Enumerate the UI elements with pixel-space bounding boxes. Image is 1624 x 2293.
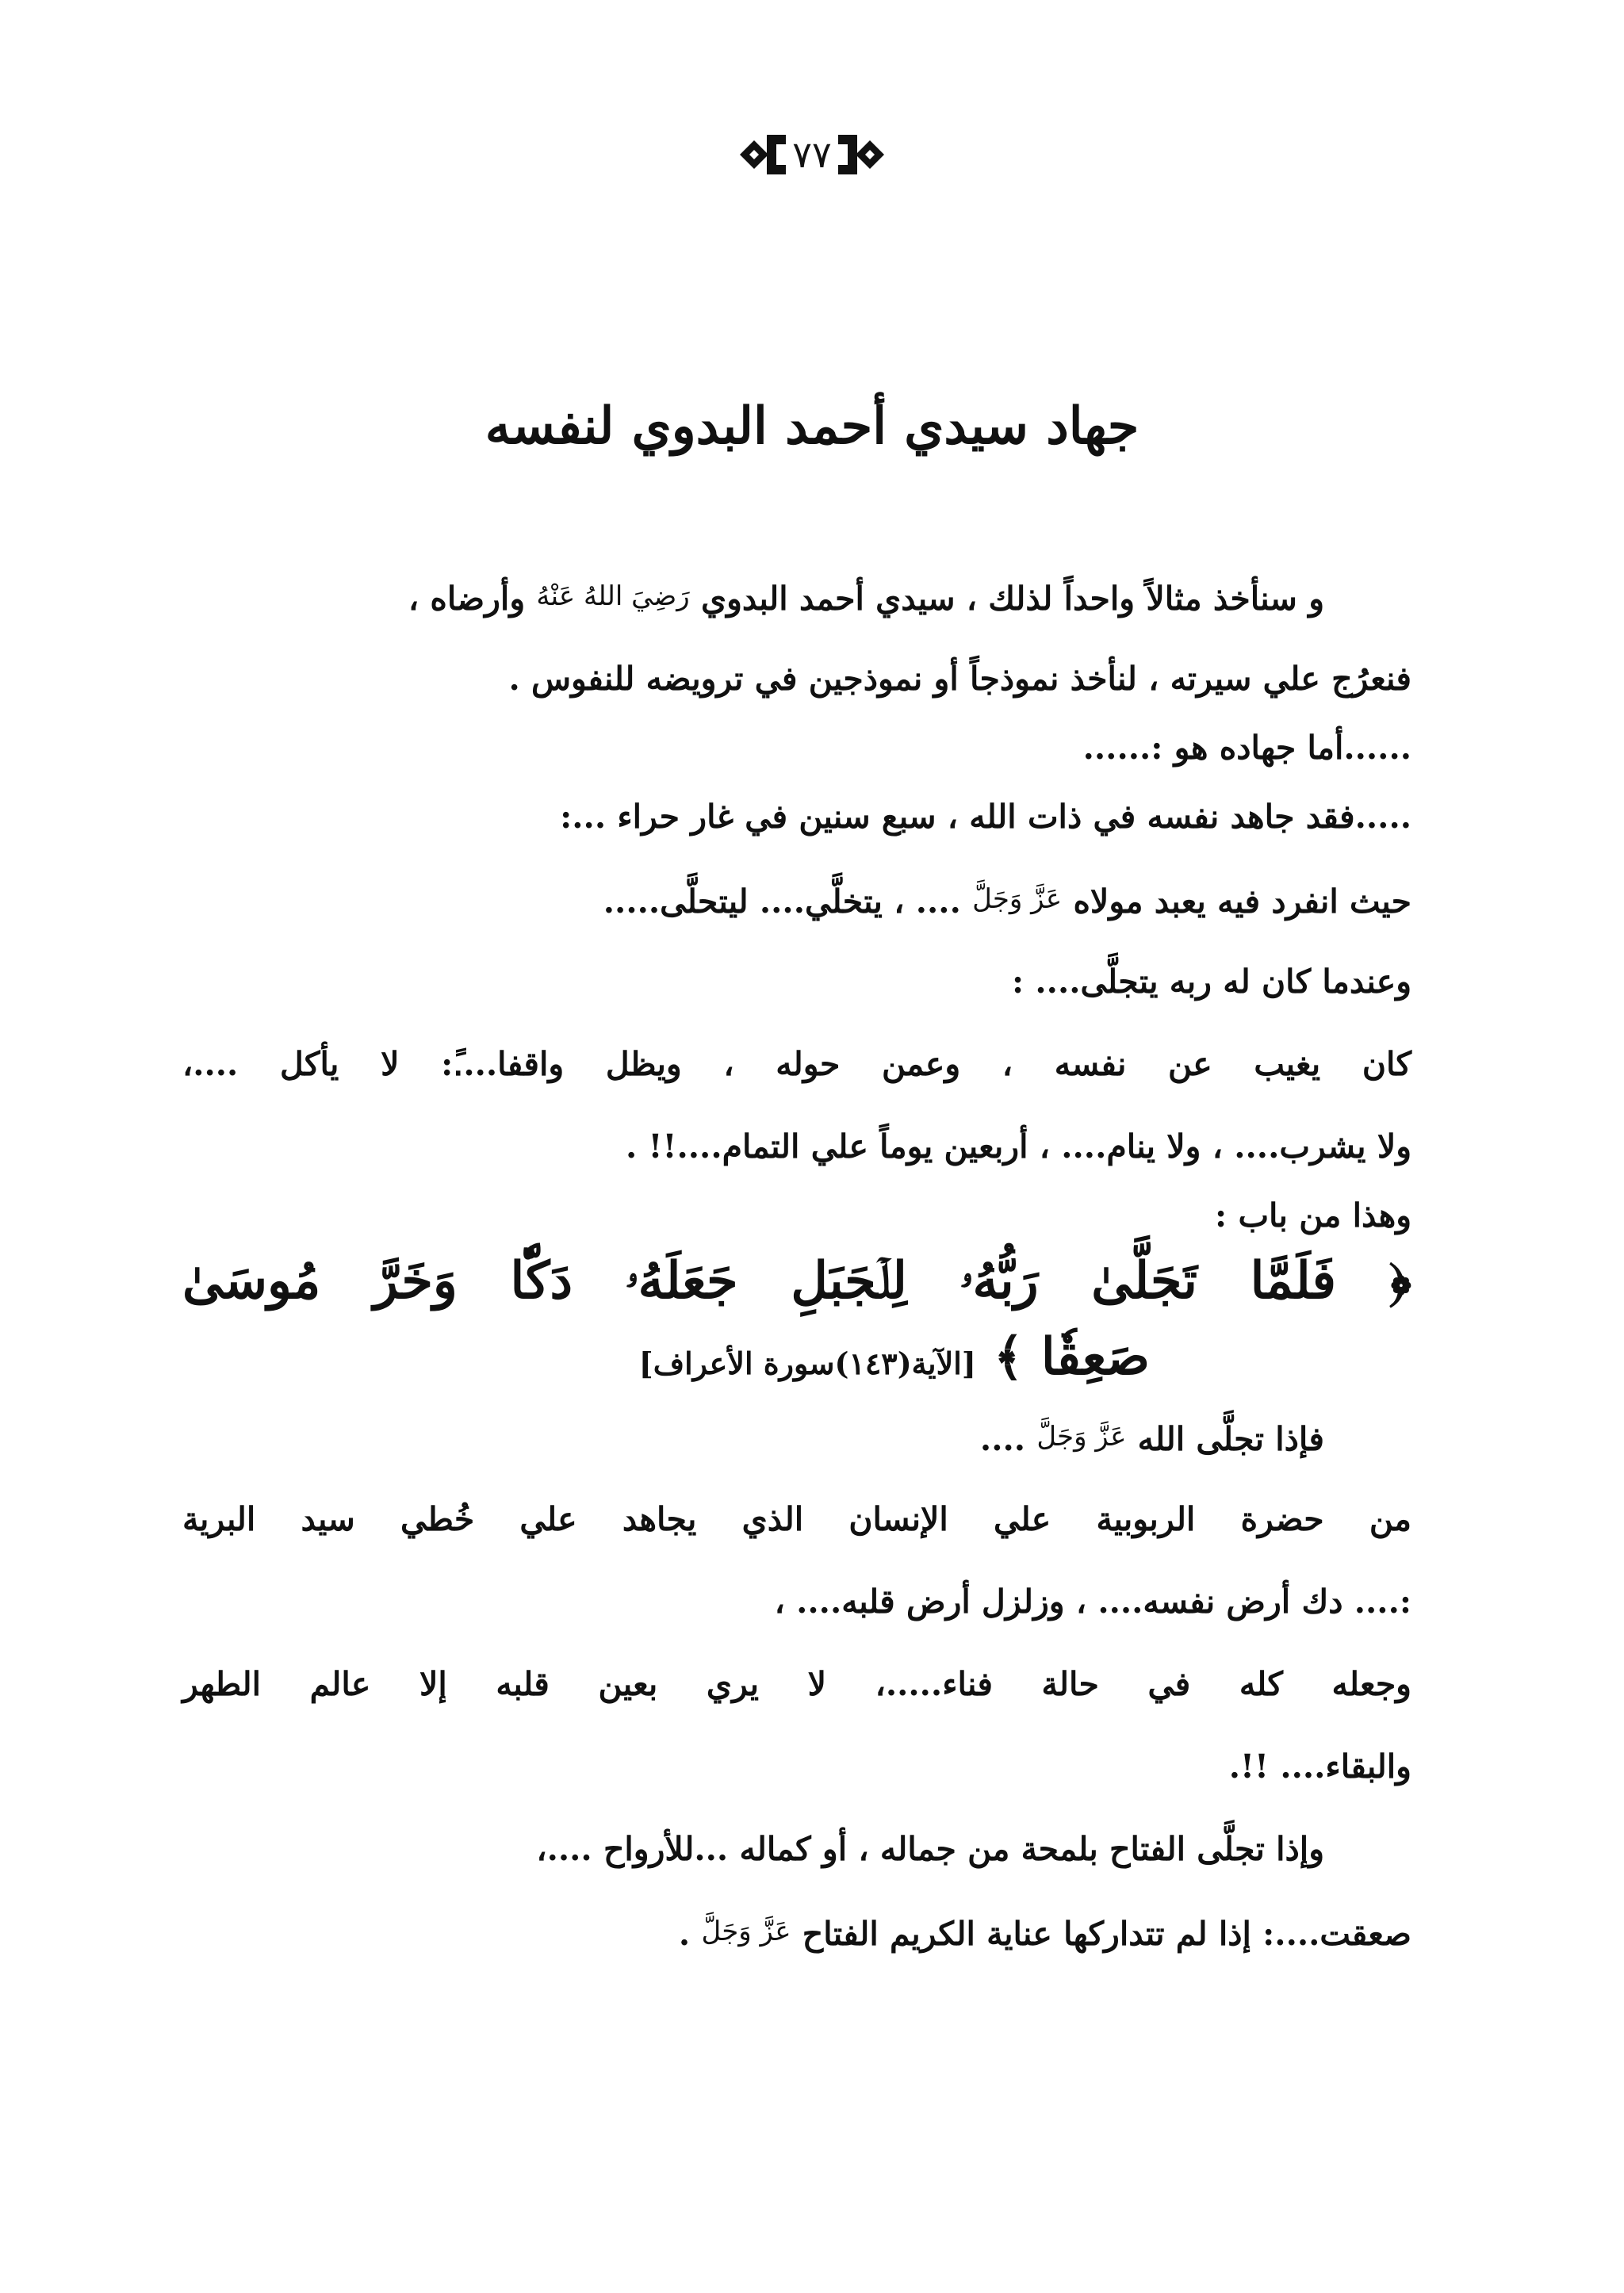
body-text bbox=[182, 555, 1411, 1973]
honorific-azza: عَزَّ وَجَلَّ bbox=[1036, 1421, 1127, 1453]
honorific-ra: رَضِيَ اللهُ عَنْهُ bbox=[536, 580, 690, 612]
page-number: ٧٧ bbox=[792, 133, 832, 176]
line-text: و سنأخذ مثالاً واحداً لذلك ، سيدي أحمد البدوي bbox=[701, 580, 1324, 618]
paragraph-line: وإذا تجلَّى الفتاح بلمحة من جماله ، أو كماله ...للأرواح ....، bbox=[536, 1830, 1324, 1868]
line-text: وأرضاه ، bbox=[408, 580, 526, 618]
page-number-ornament bbox=[732, 119, 891, 190]
paragraph-line: :.... دك أرض نفسه.... ، وزلزل أرض قلبه.... ، bbox=[774, 1583, 1411, 1621]
quran-verse-line bbox=[182, 1319, 1411, 1395]
paragraph-line: فنعرُج علي سيرته ، لنأخذ نموذجاً أو نموذجين في ترويضه للنفوس . bbox=[508, 660, 1411, 698]
line-text: . bbox=[678, 1915, 691, 1953]
paragraph-line: من حضرة الربوبية علي الإنسان الذي يجاهد علي خُطي سيد البرية bbox=[182, 1500, 1411, 1538]
line-text: .... bbox=[979, 1420, 1026, 1458]
paragraph-line bbox=[182, 555, 1411, 637]
paragraph-line bbox=[182, 1395, 1411, 1478]
paragraph-line: ......أما جهاده هو :...... bbox=[1082, 729, 1411, 767]
ornament-right-icon bbox=[837, 119, 892, 190]
line-text: صعقت....: إذا لم تتداركها عناية الكريم الفتاح bbox=[802, 1915, 1411, 1953]
paragraph-line: وجعله كله في حالة فناء.....، لا يري بعين قلبه إلا عالم الطهر bbox=[182, 1665, 1411, 1703]
paragraph-line bbox=[182, 858, 1411, 940]
paragraph-line bbox=[182, 1890, 1411, 1973]
page-header bbox=[0, 119, 1624, 190]
verse-text: صَعِقٗا ﴾ bbox=[994, 1327, 1150, 1387]
paragraph-line: كان يغيب عن نفسه ، وعمن حوله ، ويظل واقفا....ً: لا يأكل ....، bbox=[182, 1045, 1411, 1083]
honorific-azza: عَزَّ وَجَلَّ bbox=[701, 1916, 791, 1947]
quran-verse-line: ﴿ فَلَمَّا تَجَلَّىٰ رَبُّهُۥ لِلۡجَبَلِ جَعَلَهُۥ دَكّٗا وَخَرَّ مُوسَىٰ bbox=[182, 1251, 1411, 1311]
paragraph-line: وهذا من باب : bbox=[1215, 1196, 1411, 1235]
honorific-azza: عَزَّ وَجَلَّ bbox=[972, 883, 1063, 915]
line-text: .... ، يتخلَّي.... ليتحلَّى..... bbox=[603, 882, 961, 921]
paragraph-line: ولا يشرب.... ، ولا ينام.... ، أربعين يوماً علي التمام....!! . bbox=[625, 1127, 1411, 1166]
paragraph-line: والبقاء.... !!. bbox=[1228, 1748, 1411, 1786]
paragraph-line: .....فقد جاهد نفسه في ذات الله ، سبع سنين في غار حراء ...: bbox=[560, 798, 1411, 836]
verse-reference: [الآية(١٤٣)سورة الأعراف] bbox=[638, 1346, 976, 1381]
paragraph-line: وعندما كان له ربه يتجلَّى.... : bbox=[1012, 963, 1411, 1001]
line-text: حيث انفرد فيه يعبد مولاه bbox=[1073, 882, 1411, 921]
ornament-left-icon bbox=[732, 119, 787, 190]
page-title: جهاد سيدي أحمد البدوي لنفسه bbox=[485, 396, 1139, 456]
line-text: فإذا تجلَّى الله bbox=[1137, 1420, 1324, 1458]
